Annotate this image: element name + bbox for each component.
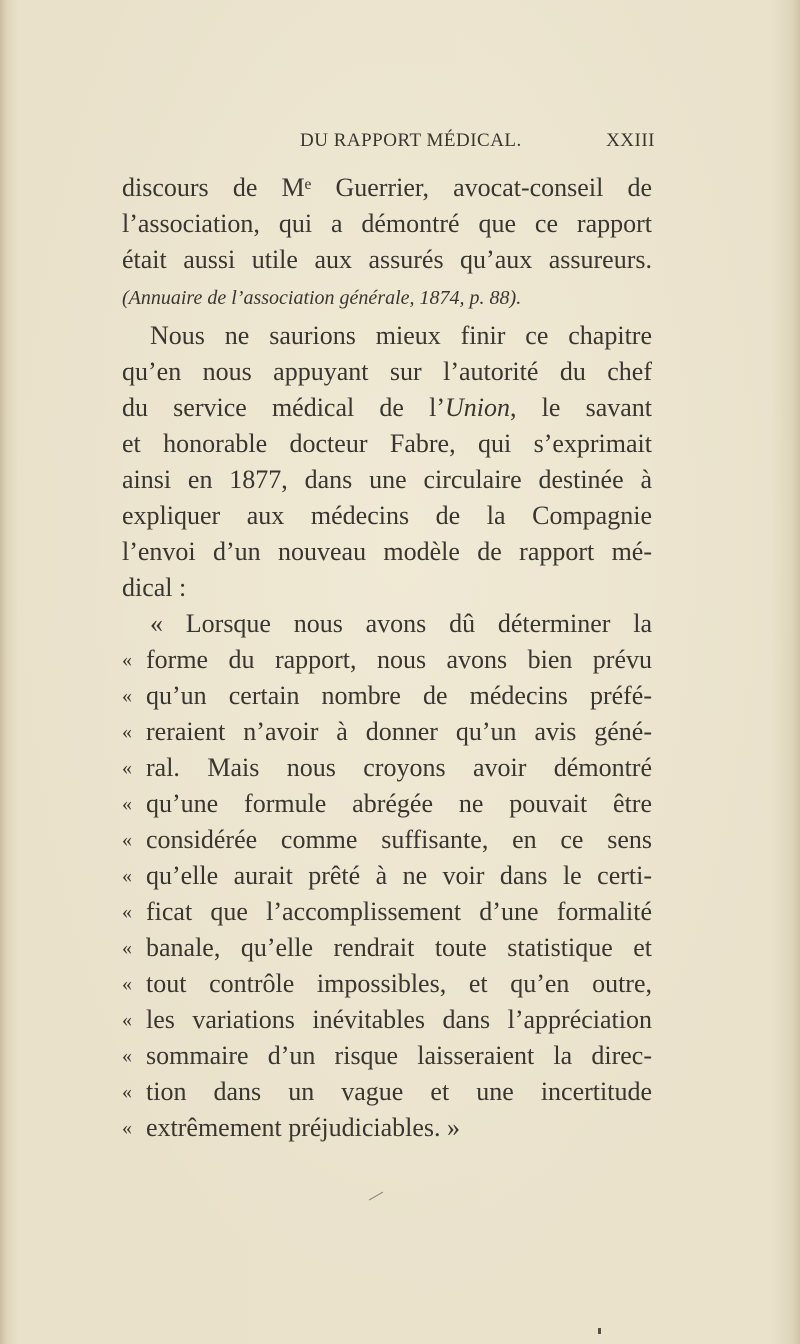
quote-line [122, 1074, 652, 1110]
quote-mark: « [122, 721, 132, 743]
quote-mark: « [122, 1117, 132, 1139]
quote-block [122, 642, 652, 1146]
stray-pen-mark [369, 1192, 387, 1208]
quote-line [122, 1110, 652, 1146]
quote-line-text: ral. Mais nous croyons avoir démontré [146, 753, 652, 782]
quote-mark: « [122, 1009, 132, 1031]
quote-mark: « [122, 757, 132, 779]
quote-line [122, 714, 652, 750]
quote-line-text: sommaire d’un risque laisseraient la direc- [146, 1041, 652, 1070]
quote-line-text: reraient n’avoir à donner qu’un avis géné- [146, 717, 652, 746]
quote-mark: « [122, 793, 132, 815]
paragraph-1-line-1: discours de Mᵉ Guerrier, avocat-conseil de [122, 173, 652, 202]
quote-line-text: qu’elle aurait prêté à ne voir dans le certi- [146, 861, 652, 890]
quote-line [122, 642, 652, 678]
paragraph-2-line-3: du service médical de l’Union, le savant [122, 393, 652, 422]
quote-line-text: les variations inévitables dans l’appréciation [146, 1005, 652, 1034]
union-emphasis: Union [444, 393, 510, 422]
quote-line-text: banale, qu’elle rendrait toute statistique et [146, 933, 652, 962]
page-number: XXIII [606, 130, 655, 151]
paragraph-2-line-1: Nous ne saurions mieux finir ce chapitre [150, 321, 652, 350]
paragraph-2-line-8: dical : [122, 573, 187, 602]
quote-line [122, 1002, 652, 1038]
quote-line-text: extrêmement préjudiciables. » [146, 1113, 461, 1142]
quote-line-text: qu’un certain nombre de médecins préfé- [146, 681, 652, 710]
quote-line [122, 750, 652, 786]
quote-mark: « [122, 973, 132, 995]
quote-line-text: considérée comme suffisante, en ce sens [146, 825, 652, 854]
quote-line-first: « Lorsque nous avons dû déterminer la [150, 609, 652, 638]
quote-mark: « [122, 865, 132, 887]
quote-line-text: tout contrôle impossibles, et qu’en outre, [146, 969, 652, 998]
quote-line [122, 822, 652, 858]
quote-mark: « [122, 937, 132, 959]
quote-line-text: forme du rapport, nous avons bien prévu [146, 645, 652, 674]
quote-line-text: tion dans un vague et une incertitude [146, 1077, 652, 1106]
running-head-title: DU RAPPORT MÉDICAL. [300, 130, 522, 151]
paragraph-2-line-2: qu’en nous appuyant sur l’autorité du chef [122, 357, 652, 386]
citation: (Annuaire de l’association générale, 1874, p. 88). [122, 287, 522, 309]
main-text [122, 170, 652, 1146]
paragraph-2-line-7: l’envoi d’un nouveau modèle de rapport mé- [122, 537, 652, 566]
quote-line [122, 678, 652, 714]
quote-line [122, 930, 652, 966]
paragraph-2-line-6: expliquer aux médecins de la Compagnie [122, 501, 652, 530]
quote-line-text: ficat que l’accomplissement d’une formalité [146, 897, 652, 926]
quote-mark: « [122, 685, 132, 707]
quote-line [122, 966, 652, 1002]
ink-speck [598, 1328, 601, 1334]
paragraph-1-line-3: était aussi utile aux assurés qu’aux assureurs. [122, 245, 652, 274]
quote-mark: « [122, 649, 132, 671]
quote-line [122, 1038, 652, 1074]
paragraph-1-line-2: l’association, qui a démontré que ce rapport [122, 209, 652, 238]
quote-line-text: qu’une formule abrégée ne pouvait être [146, 789, 652, 818]
quote-line [122, 786, 652, 822]
quote-mark: « [122, 1045, 132, 1067]
quote-line [122, 858, 652, 894]
quote-mark: « [122, 1081, 132, 1103]
quote-mark: « [122, 901, 132, 923]
paragraph-2-line-4: et honorable docteur Fabre, qui s’exprimait [122, 429, 652, 458]
quote-mark: « [122, 829, 132, 851]
paragraph-2-line-5: ainsi en 1877, dans une circulaire destinée à [122, 465, 652, 494]
running-head [300, 130, 655, 156]
quote-line [122, 894, 652, 930]
